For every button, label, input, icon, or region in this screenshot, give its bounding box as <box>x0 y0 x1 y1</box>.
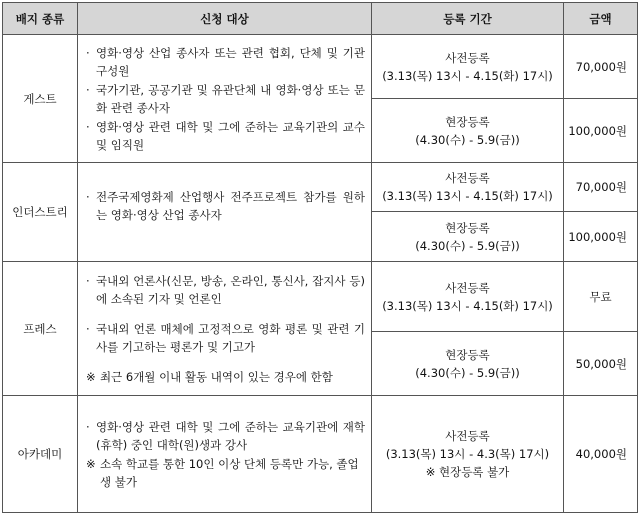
target-academy <box>78 396 372 513</box>
target-press <box>78 262 372 396</box>
list-item: · 영화·영상 관련 대학 및 그에 준하는 교육기관의 교수 및 임직원 <box>86 119 365 152</box>
table-row <box>3 163 638 212</box>
period-academy-pre: 사전등록 (3.13(목) 13시 - 4.3(목) 17시) ※ 현장등록 불가 <box>372 396 564 513</box>
list-item: · 영화·영상 산업 종사자 또는 관련 협회, 단체 및 기관 구성원 <box>86 45 365 78</box>
period-guest-pre: 사전등록 (3.13(목) 13시 - 4.15(화) 17시) <box>372 35 564 99</box>
header-row <box>3 3 638 35</box>
badge-type-guest: 게스트 <box>3 35 78 163</box>
list-item: · 영화·영상 관련 대학 및 그에 준하는 교육기관에 재학(휴학) 중인 대학(원)생과 강사 <box>86 419 365 452</box>
amount-guest-pre: 70,000원 <box>564 35 638 99</box>
note-press: ※ 최근 6개월 이내 활동 내역이 있는 경우에 한함 <box>86 369 333 384</box>
target-guest <box>78 35 372 163</box>
header-target: 신청 대상 <box>78 3 372 35</box>
amount-guest-onsite: 100,000원 <box>564 99 638 163</box>
badge-registration-table <box>2 2 638 513</box>
badge-type-press: 프레스 <box>3 262 78 396</box>
target-industry <box>78 163 372 262</box>
amount-industry-onsite: 100,000원 <box>564 212 638 262</box>
period-press-pre: 사전등록 (3.13(목) 13시 - 4.15(화) 17시) <box>372 262 564 332</box>
list-item: · 국가기관, 공공기관 및 유관단체 내 영화·영상 또는 문화 관련 종사자 <box>86 82 365 115</box>
amount-academy-pre: 40,000원 <box>564 396 638 513</box>
list-item: · 전주국제영화제 산업행사 전주프로젝트 참가를 원하는 영화·영상 산업 종사자 <box>86 190 365 222</box>
list-item: · 국내외 언론사(신문, 방송, 온라인, 통신사, 잡지사 등)에 소속된 기자 및 언론인 <box>86 273 365 306</box>
note-academy: ※ 소속 학교를 통한 10인 이상 단체 등록만 가능, 졸업생 불가 <box>86 456 359 489</box>
header-amount: 금액 <box>564 3 638 35</box>
header-badge-type: 배지 종류 <box>3 3 78 35</box>
badge-type-industry: 인더스트리 <box>3 163 78 262</box>
table-row <box>3 262 638 332</box>
list-item: · 국내외 언론 매체에 고정적으로 영화 평론 및 관련 기사를 기고하는 평론가 및 기고가 <box>86 321 365 354</box>
table-row <box>3 396 638 513</box>
amount-press-onsite: 50,000원 <box>564 332 638 396</box>
period-press-onsite: 현장등록 (4.30(수) - 5.9(금)) <box>372 332 564 396</box>
badge-type-academy: 아카데미 <box>3 396 78 513</box>
amount-press-pre: 무료 <box>564 262 638 332</box>
period-industry-pre: 사전등록 (3.13(목) 13시 - 4.15(화) 17시) <box>372 163 564 212</box>
header-period: 등록 기간 <box>372 3 564 35</box>
table-row <box>3 35 638 99</box>
period-industry-onsite: 현장등록 (4.30(수) - 5.9(금)) <box>372 212 564 262</box>
amount-industry-pre: 70,000원 <box>564 163 638 212</box>
period-guest-onsite: 현장등록 (4.30(수) - 5.9(금)) <box>372 99 564 163</box>
